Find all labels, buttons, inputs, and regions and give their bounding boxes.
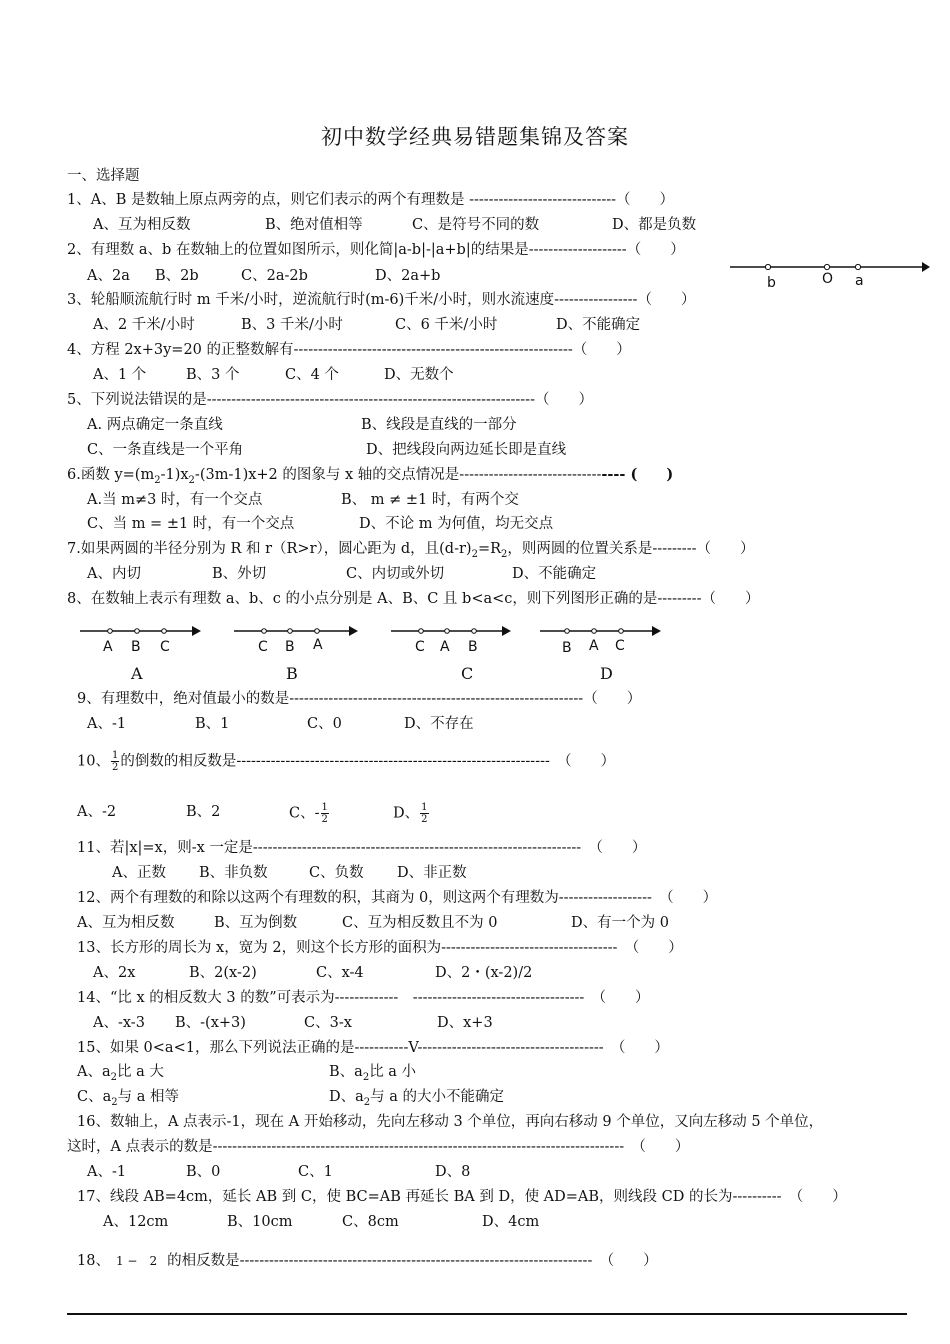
question-18-stem: 18、 1 − 2 的相反数是------------------------------------------------------------------------ （ ） <box>77 1253 658 1269</box>
question-10-stem: 10、 $\frac{1}{2}$ 的倒数的相反数是---------------------------------------------------------------- （ ） <box>77 750 616 773</box>
q8-fig-c-label-2: A <box>440 639 450 655</box>
q14-option-a[interactable]: A、-x-3 <box>93 1015 145 1031</box>
q16-option-d[interactable]: D、8 <box>435 1164 471 1180</box>
q12-option-b[interactable]: B、互为倒数 <box>214 915 298 931</box>
q8-fig-c-label-1: C <box>415 639 425 655</box>
q10-fraction: $\frac{1}{2}$ <box>111 750 119 773</box>
q13-option-b[interactable]: B、2(x-2) <box>189 965 257 981</box>
question-3-stem: 3、轮船顺流航行时 m 千米/小时，逆流航行时(m-6)千米/小时，则水流速度-----------------（ ） <box>67 292 696 308</box>
question-11-stem: 11、若|x|=x，则-x 一定是------------------------------------------------------------------- （ ） <box>77 840 647 856</box>
q11-option-c[interactable]: C、负数 <box>309 865 364 881</box>
q10-option-c[interactable]: C、- $\frac{1}{2}$ <box>289 802 328 825</box>
question-9-stem: 9、有理数中，绝对值最小的数是------------------------------------------------------------（ ） <box>77 691 642 707</box>
q12-option-c[interactable]: C、互为相反数且不为 0 <box>342 915 498 931</box>
q8-fig-c-label-3: B <box>468 639 478 655</box>
q8-fig-a-label-1: A <box>103 639 113 655</box>
q6-option-c[interactable]: C、当 m = ±1 时，有一个交点 <box>87 516 295 532</box>
q8-figure-a-letter[interactable]: A <box>131 664 143 683</box>
q7-option-b[interactable]: B、外切 <box>212 566 267 582</box>
page-bottom-rule <box>67 1313 907 1315</box>
page-title: 初中数学经典易错题集锦及答案 <box>321 125 629 149</box>
q13-option-a[interactable]: A、2x <box>93 965 136 981</box>
q9-option-d[interactable]: D、不存在 <box>404 716 474 732</box>
q12-option-d[interactable]: D、有一个为 0 <box>571 915 669 931</box>
q5-option-b[interactable]: B、线段是直线的一部分 <box>361 417 517 433</box>
q11-option-d[interactable]: D、非正数 <box>397 865 467 881</box>
q4-option-b[interactable]: B、3 个 <box>186 367 240 383</box>
q10-option-b[interactable]: B、2 <box>186 804 221 820</box>
q14-option-b[interactable]: B、-(x+3) <box>175 1015 246 1031</box>
q8-figure-a-number-line <box>80 624 202 638</box>
q9-option-b[interactable]: B、1 <box>195 716 230 732</box>
q2-option-d[interactable]: D、2a+b <box>375 268 441 284</box>
q6-option-d[interactable]: D、不论 m 为何值，均无交点 <box>359 516 554 532</box>
q8-fig-d-label-1: B <box>562 640 572 656</box>
question-12-stem: 12、两个有理数的和除以这两个有理数的积，其商为 0，则这两个有理数为------------------- （ ） <box>77 890 718 906</box>
question-8-stem: 8、在数轴上表示有理数 a、b、c 的小点分别是 A、B、C 且 b<a<c，则下列图形正确的是---------（ ） <box>67 591 760 607</box>
q8-fig-b-label-3: A <box>313 637 323 653</box>
q2-option-c[interactable]: C、2a-2b <box>241 268 308 284</box>
q4-option-a[interactable]: A、1 个 <box>93 367 147 383</box>
q1-option-b[interactable]: B、绝对值相等 <box>265 217 363 233</box>
q1-option-a[interactable]: A、互为相反数 <box>93 217 191 233</box>
q9-option-a[interactable]: A、-1 <box>87 716 127 732</box>
question-16-stem-line-1: 16、数轴上，A 点表示-1，现在 A 开始移动，先向左移动 3 个单位，再向右移动 9 个单位，又向左移动 5 个单位， <box>77 1114 824 1130</box>
q2-axis-label-a: a <box>855 273 864 289</box>
q7-option-c[interactable]: C、内切或外切 <box>346 566 445 582</box>
question-1-stem: 1、A、B 是数轴上原点两旁的点，则它们表示的两个有理数是 ------------------------------（ ） <box>67 192 675 208</box>
q8-fig-b-label-2: B <box>285 639 295 655</box>
q5-option-a[interactable]: A. 两点确定一条直线 <box>87 417 223 433</box>
q17-option-b[interactable]: B、10cm <box>227 1214 293 1230</box>
q1-option-c[interactable]: C、是符号不同的数 <box>412 217 540 233</box>
q3-option-c[interactable]: C、6 千米/小时 <box>395 317 498 333</box>
q8-figure-d-letter[interactable]: D <box>600 664 613 683</box>
q1-option-d[interactable]: D、都是负数 <box>612 217 697 233</box>
question-2-stem: 2、有理数 a、b 在数轴上的位置如图所示，则化简|a-b|-|a+b|的结果是--------------------（ ） <box>67 242 685 258</box>
question-13-stem: 13、长方形的周长为 x，宽为 2，则这个长方形的面积为------------------------------------ （ ） <box>77 940 683 956</box>
q8-fig-d-label-2: A <box>589 638 599 654</box>
q6-option-a[interactable]: A.当 m≠3 时，有一个交点 <box>87 492 263 508</box>
question-7-stem: 7.如果两圆的半径分别为 R 和 r（R>r），圆心距为 d，且$(d-r)_2=R_2$，则两圆的位置关系是---------（ ） <box>67 541 755 560</box>
q8-figure-b-letter[interactable]: B <box>286 664 298 683</box>
q6-option-b[interactable]: B、 m ≠ ±1 时，有两个交 <box>341 492 519 508</box>
q2-option-b[interactable]: B、2b <box>155 268 199 284</box>
question-14-stem: 14、“比 x 的相反数大 3 的数”可表示为------------- ----------------------------------- （ ） <box>77 990 650 1006</box>
q16-option-a[interactable]: A、-1 <box>87 1164 127 1180</box>
q4-option-d[interactable]: D、无数个 <box>384 367 454 383</box>
q11-option-a[interactable]: A、正数 <box>112 865 166 881</box>
question-17-stem: 17、线段 AB=4cm，延长 AB 到 C，使 BC=AB 再延长 BA 到 D，使 AD=AB，则线段 CD 的长为---------- （ ） <box>77 1189 847 1205</box>
q16-option-b[interactable]: B、0 <box>186 1164 221 1180</box>
q8-fig-a-label-3: C <box>160 639 170 655</box>
q5-option-c[interactable]: C、一条直线是一个平角 <box>87 442 244 458</box>
q15-option-b[interactable]: B、$a_2$比 a 小 <box>329 1064 417 1083</box>
section-heading: 一、选择题 <box>67 168 140 184</box>
q13-option-c[interactable]: C、x-4 <box>316 965 364 981</box>
q18-expression: 1 − 2 <box>115 1254 158 1268</box>
q8-figure-c-letter[interactable]: C <box>461 664 474 683</box>
q14-option-d[interactable]: D、x+3 <box>437 1015 493 1031</box>
q3-option-b[interactable]: B、3 千米/小时 <box>241 317 343 333</box>
q8-figure-b-number-line <box>234 624 359 638</box>
q8-fig-b-label-1: C <box>258 639 268 655</box>
q15-option-d[interactable]: D、$a_2$与 a 的大小不能确定 <box>329 1089 505 1108</box>
q4-option-c[interactable]: C、4 个 <box>285 367 339 383</box>
question-16-stem-line-2: 这时，A 点表示的数是------------------------------------------------------------------------------------ （ ） <box>67 1139 690 1155</box>
q5-option-d[interactable]: D、把线段向两边延长即是直线 <box>366 442 567 458</box>
q10-option-a[interactable]: A、-2 <box>77 804 117 820</box>
q2-option-a[interactable]: A、2a <box>87 268 130 284</box>
q10-option-d[interactable]: D、 $\frac{1}{2}$ <box>393 802 428 825</box>
q8-fig-a-label-2: B <box>131 639 141 655</box>
question-15-stem: 15、如果 0<a<1，那么下列说法正确的是-----------V-------------------------------------- （ ） <box>77 1040 669 1056</box>
question-5-stem: 5、下列说法错误的是-------------------------------------------------------------------（ ） <box>67 392 593 408</box>
question-6-stem: 6.函数 $y=(m_2-1)x_2-(3m-1)x+2$ 的图象与 x 轴的交点情况是--------------------------------- ( ) <box>67 466 674 486</box>
q14-option-c[interactable]: C、3-x <box>304 1015 352 1031</box>
q8-fig-d-label-3: C <box>615 638 625 654</box>
q17-option-a[interactable]: A、12cm <box>103 1214 169 1230</box>
q3-option-d[interactable]: D、不能确定 <box>556 317 641 333</box>
q12-option-a[interactable]: A、互为相反数 <box>77 915 175 931</box>
q16-option-c[interactable]: C、1 <box>298 1164 333 1180</box>
q15-option-c[interactable]: C、$a_2$与 a 相等 <box>77 1089 179 1108</box>
q13-option-d[interactable]: D、2・(x-2)/2 <box>435 965 533 981</box>
q11-option-b[interactable]: B、非负数 <box>199 865 268 881</box>
q3-option-a[interactable]: A、2 千米/小时 <box>93 317 195 333</box>
q17-option-d[interactable]: D、4cm <box>482 1214 540 1230</box>
question-4-stem: 4、方程 2x+3y=20 的正整数解有---------------------------------------------------------（ ） <box>67 342 631 358</box>
q7-option-a[interactable]: A、内切 <box>87 566 141 582</box>
q7-option-d[interactable]: D、不能确定 <box>512 566 597 582</box>
q9-option-c[interactable]: C、0 <box>307 716 342 732</box>
q17-option-c[interactable]: C、8cm <box>342 1214 399 1230</box>
q8-figure-d-number-line <box>540 624 662 638</box>
q8-figure-c-number-line <box>391 624 512 638</box>
q2-axis-label-b: b <box>767 275 776 291</box>
q15-option-a[interactable]: A、$a_2$比 a 大 <box>77 1064 164 1083</box>
q2-axis-label-origin: O <box>822 271 834 287</box>
